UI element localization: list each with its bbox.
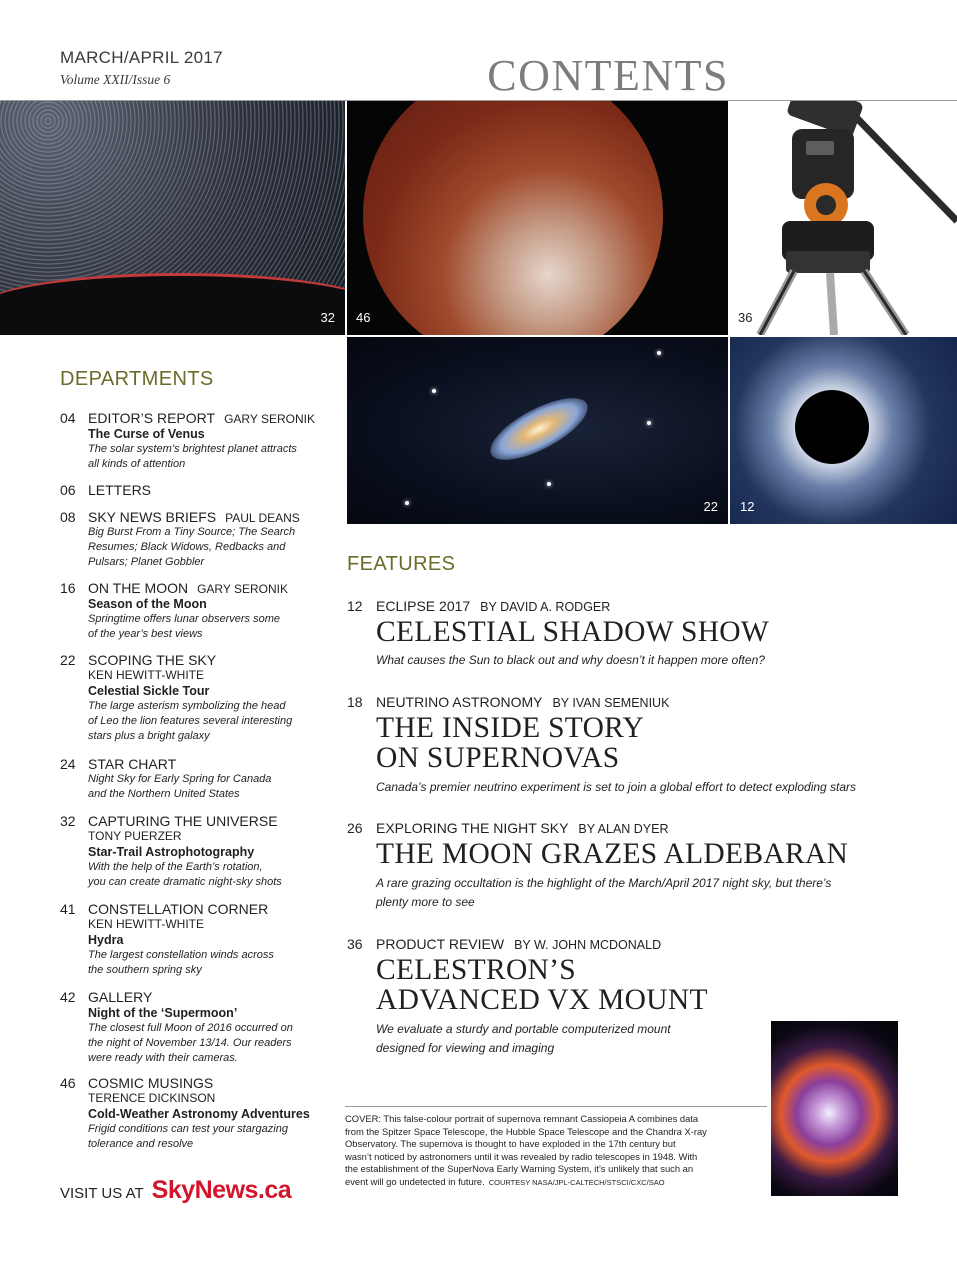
feature-page-number: 18 [347, 694, 363, 710]
dept-desc-line: the night of November 13/14. Our readers [88, 1037, 292, 1049]
dept-author: KEN HEWITT-WHITE [88, 917, 204, 931]
dept-page-number: 06 [60, 482, 76, 498]
dept-desc-line: Springtime offers lunar observers some [88, 613, 280, 625]
photo-page-number: 22 [703, 499, 718, 514]
feature-page-number: 26 [347, 820, 363, 836]
dept-page-number: 42 [60, 989, 76, 1005]
cover-caption-line [345, 1176, 765, 1190]
dept-desc-line: Resumes; Black Widows, Redbacks and [88, 541, 286, 553]
dept-title: CAPTURING THE UNIVERSE [88, 813, 278, 829]
star-dot [657, 351, 661, 355]
dept-desc-line: Frigid conditions can test your stargazing [88, 1123, 288, 1135]
dept-page-number: 16 [60, 580, 76, 596]
visit-label: VISIT US AT [60, 1185, 144, 1202]
photo-page-number: 32 [320, 310, 335, 325]
cover-caption-line: COVER: This false-colour portrait of supernova remnant Cassiopeia A combines data [345, 1113, 699, 1124]
dept-title: GALLERY [88, 989, 153, 1005]
dept-desc-line: of Leo the lion features several interesting [88, 715, 293, 727]
dept-desc-line: With the help of the Earth’s rotation, [88, 861, 263, 873]
spiral-galaxy-photo[interactable] [347, 337, 728, 524]
dept-item[interactable] [60, 652, 330, 744]
dept-desc-line: The solar system’s brightest planet attracts [88, 443, 297, 455]
star-dot [547, 482, 551, 486]
galaxy-core [482, 386, 596, 472]
dept-desc-line: Night Sky for Early Spring for Canada [88, 773, 272, 785]
feature-byline: BY W. JOHN MCDONALD [514, 938, 662, 952]
eclipsed-sun [795, 390, 869, 464]
dept-subtitle: Celestial Sickle Tour [88, 684, 210, 698]
feature-title: CELESTRON’S [376, 954, 576, 986]
dept-title: CONSTELLATION CORNER [88, 901, 269, 917]
cover-caption-text: event will go undetected in future. [345, 1175, 485, 1187]
dept-page-number: 24 [60, 756, 76, 772]
feature-byline: BY ALAN DYER [578, 822, 669, 836]
dept-item[interactable] [60, 1075, 330, 1152]
dept-item[interactable] [60, 509, 330, 570]
cover-caption-line: wasn’t noticed by astronomers until it was revealed by radio telescopes in 1948. With [345, 1150, 698, 1162]
dept-author: PAUL DEANS [225, 511, 300, 525]
dept-item[interactable] [60, 482, 330, 498]
feature-page-number: 12 [347, 598, 363, 614]
lunar-eclipse-photo[interactable] [347, 101, 728, 335]
dept-item[interactable] [60, 901, 330, 978]
feature-title: CELESTIAL SHADOW SHOW [376, 616, 770, 648]
dept-subtitle: Hydra [88, 933, 124, 947]
issue-volume: Volume XXII/Issue 6 [60, 72, 171, 87]
cover-caption [345, 1113, 765, 1190]
dept-title: EDITOR’S REPORT [88, 410, 216, 426]
cover-caption-line: from the Spitzer Space Telescope, the Hubble Space Telescope and the Chandra X-ray [345, 1125, 707, 1137]
dept-subtitle: Star-Trail Astrophotography [88, 845, 255, 859]
dept-author: TERENCE DICKINSON [88, 1091, 216, 1105]
dept-desc-line: The largest constellation winds across [88, 949, 274, 961]
star-trail-photo[interactable] [0, 101, 345, 335]
dept-title: LETTERS [88, 482, 152, 498]
dept-desc-line: and the Northern United States [88, 788, 240, 800]
dept-title: STAR CHART [88, 756, 177, 772]
dept-page-number: 46 [60, 1075, 76, 1091]
feature-desc-line: A rare grazing occultation is the highlight of the March/April 2017 night sky, but there’s [376, 876, 832, 890]
dept-author: TONY PUERZER [88, 829, 182, 843]
photo-credit: COURTESY NASA/JPL-CALTECH/STSCI/CXC/SAO [488, 1177, 665, 1187]
dept-desc-line: The large asterism symbolizing the head [88, 700, 286, 712]
dept-desc-line: of the year’s best views [88, 628, 203, 640]
dept-page-number: 41 [60, 901, 76, 917]
feature-category: PRODUCT REVIEW [376, 936, 505, 952]
dept-item[interactable] [60, 756, 330, 802]
dept-title: COSMIC MUSINGS [88, 1075, 214, 1091]
feature-item[interactable] [347, 598, 907, 670]
feature-title: ON SUPERNOVAS [376, 742, 620, 774]
feature-category: ECLIPSE 2017 [376, 598, 471, 614]
dept-desc-line: Big Burst From a Tiny Source; The Search [88, 526, 296, 538]
red-moon [363, 101, 663, 335]
dept-title: SKY NEWS BRIEFS [88, 509, 217, 525]
supernova-remnant-photo[interactable] [771, 1021, 898, 1196]
feature-item[interactable] [347, 694, 907, 797]
photo-page-number: 46 [356, 310, 371, 325]
feature-title: ADVANCED VX MOUNT [376, 984, 708, 1016]
feature-desc-line: designed for viewing and imaging [376, 1041, 555, 1055]
feature-desc-line: What causes the Sun to black out and why doesn’t it happen more often? [376, 653, 765, 667]
cover-caption-line: Observatory. The supernova is thought to have exploded in the 17th century but [345, 1138, 676, 1150]
star-dot [405, 501, 409, 505]
dept-desc-line: tolerance and resolve [88, 1138, 194, 1150]
dept-page-number: 04 [60, 410, 76, 426]
dept-subtitle: The Curse of Venus [88, 427, 205, 441]
feature-desc-line: We evaluate a sturdy and portable computerized mount [376, 1022, 671, 1036]
horizon-ground [0, 273, 345, 335]
feature-byline: BY IVAN SEMENIUK [552, 696, 670, 710]
feature-desc-line: Canada’s premier neutrino experiment is set to join a global effort to detect exploding stars [376, 780, 857, 794]
feature-desc-line: plenty more to see [376, 895, 475, 909]
dept-item[interactable] [60, 813, 330, 890]
dept-title: ON THE MOON [88, 580, 189, 596]
dept-desc-line: all kinds of attention [88, 458, 186, 470]
star-dot [647, 421, 651, 425]
feature-category: EXPLORING THE NIGHT SKY [376, 820, 569, 836]
dept-item[interactable] [60, 580, 330, 642]
photo-page-number: 12 [740, 499, 755, 514]
dept-page-number: 32 [60, 813, 76, 829]
feature-page-number: 36 [347, 936, 363, 952]
dept-item[interactable] [60, 410, 330, 472]
dept-page-number: 22 [60, 652, 76, 668]
website-link[interactable]: SkyNews.ca [151, 1176, 292, 1204]
departments-heading: DEPARTMENTS [60, 368, 214, 390]
dept-subtitle: Night of the ‘Supermoon’ [88, 1006, 238, 1020]
dept-subtitle: Cold-Weather Astronomy Adventures [88, 1107, 310, 1121]
dept-author: KEN HEWITT-WHITE [88, 668, 204, 682]
dept-desc-line: stars plus a bright galaxy [88, 730, 210, 742]
telescope-mount-photo[interactable] [730, 101, 957, 335]
star-dot [432, 389, 436, 393]
feature-item[interactable] [347, 820, 907, 912]
photo-page-number: 36 [738, 310, 753, 325]
telescope-mount-illustration [730, 101, 957, 335]
feature-title: THE INSIDE STORY [376, 712, 645, 744]
dept-desc-line: The closest full Moon of 2016 occurred on [88, 1022, 293, 1034]
feature-byline: BY DAVID A. RODGER [480, 600, 611, 614]
solar-eclipse-photo[interactable] [730, 337, 957, 524]
dept-desc-line: the southern spring sky [88, 964, 202, 976]
cover-divider [345, 1106, 767, 1107]
page-title: CONTENTS [487, 51, 729, 100]
dept-desc-line: Pulsars; Planet Gobbler [88, 556, 205, 568]
issue-date: MARCH/APRIL 2017 [60, 48, 223, 67]
dept-author: GARY SERONIK [224, 412, 315, 426]
dept-title: SCOPING THE SKY [88, 652, 217, 668]
features-heading: FEATURES [347, 553, 456, 575]
dept-item[interactable] [60, 989, 330, 1066]
dept-page-number: 08 [60, 509, 76, 525]
feature-title: THE MOON GRAZES ALDEBARAN [376, 838, 849, 870]
dept-desc-line: you can create dramatic night-sky shots [88, 876, 282, 888]
dept-subtitle: Season of the Moon [88, 597, 207, 611]
dept-author: GARY SERONIK [197, 582, 288, 596]
cover-caption-line: the establishment of the SuperNova Early Warning System, it’s unlikely that such an [345, 1163, 694, 1175]
dept-desc-line: were ready with their cameras. [88, 1052, 238, 1064]
visit-website [60, 1176, 291, 1205]
feature-category: NEUTRINO ASTRONOMY [376, 694, 543, 710]
